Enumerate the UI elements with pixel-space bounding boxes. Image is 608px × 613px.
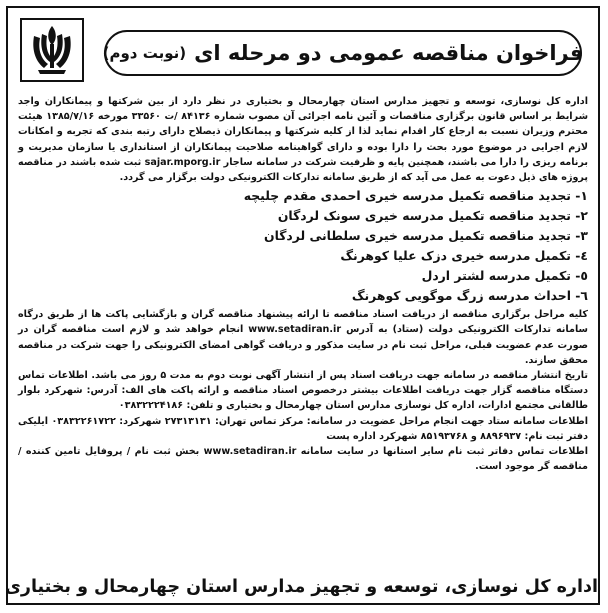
procedure-paragraph: کلیه مراحل برگزاری مناقصه از دریافت اسناد مناقصه تا ارائه پیشنهاد مناقصه گران و بازگشایی پاکت ها از طریق درگاه سامانه تدارکات الکترونیکی دولت (ستاد) به آدرس www.setadiran.ir انجام خواهد شد و لازم است مناقصه گران در صورت عدم عضویت قبلی، مراحل ثبت نام در سایت مذکور و دریافت گواهی امضای الکترونیکی را جهت شرکت در مناقصه محقق سازند. [18, 309, 588, 366]
project-item: ۳- تجدید مناقصه تکمیل مدرسه خیری سلطانی لردگان [264, 228, 588, 244]
registration-offices-paragraph: اطلاعات تماس دفاتر ثبت نام سایر استانها در سایت سامانه www.setadiran.ir بخش ثبت نام / پروفایل تامین کننده / مناقصه گر موجود است. [18, 446, 588, 473]
tender-advertisement [6, 6, 600, 605]
government-emblem-icon [20, 18, 84, 82]
project-item: ۲- تجدید مناقصه تکمیل مدرسه خیری سونک لردگان [277, 208, 588, 224]
project-item: ۱- تجدید مناقصه تکمیل مدرسه خیری احمدی مقدم چلیچه [243, 188, 588, 204]
publication-date-paragraph: تاریخ انتشار مناقصه در سامانه جهت دریافت اسناد پس از انتشار آگهی نوبت دوم به مدت ۵ روز می باشد. اطلاعات تماس دستگاه مناقصه گزار جهت دریافت اطلاعات بیشتر درخصوص اسناد مناقصه و ارائه پاکت های الف: آدرس: شهرکرد بلوار طالقانی مجتمع ادارات، اداره کل نوسازی مدارس استان چهارمحال و بختیاری و تلفن: ۰۳۸۳۲۲۲۴۱۸۶ [18, 370, 588, 412]
project-item: ٤- تکمیل مدرسه خیری دزک علیا کوهرنگ [340, 248, 588, 264]
ad-body [18, 94, 588, 474]
project-item: ٥- تکمیل مدرسه لشتر اردل [421, 268, 588, 284]
intro-paragraph: اداره کل نوسازی، توسعه و تجهیز مدارس استان چهارمحال و بختیاری در نظر دارد از بین شرکتها و پیمانکاران واجد شرایط بر اساس قانون برگزاری مناقصات و آئین نامه اجرائی آن مصوب شماره ۸۴۱۳۶ /ت ۳۳۵۶۰ مورخه ۱۳۸۵/۷/۱۶ هیئت محترم وزیران نسبت به ارجاع کار اقدام نماید لذا از کلیه شرکتها و پیمانکاران ذیصلاح دارای رتبه بندی که تجربه و امکانات لازم اجرایی در موضوع مورد بحث را دارا بوده و دارای گواهینامه صلاحیت پیمانکاران از استانداری یا سازمان مدیریت و برنامه ریزی را دارا می باشند، همچنین پایه و ظرفیت شرکت در سامانه ساجار sajar.mporg.ir ثبت شده باشند در مناقصه پروژه های ذیل دعوت به عمل می آید که از طریق سامانه تدارکات الکترونیکی دولت برگزار می گردد. [18, 96, 589, 184]
title-box [104, 30, 582, 76]
ad-title: فراخوان مناقصه عمومی دو مرحله ای [194, 41, 584, 65]
issuer-signature: اداره کل نوسازی، توسعه و تجهیز مدارس استان چهارمحال و بختیاری [4, 577, 598, 597]
ad-header [12, 12, 594, 88]
setad-contact-paragraph: اطلاعات سامانه ستاد جهت انجام مراحل عضویت در سامانه: مرکز تماس تهران: ۲۷۳۱۳۱۳۱ شهرکرد: ۰۳۸۳۲۲۶۱۷۲۲ ایلیکی دفتر ثبت نام: ۸۸۹۶۹۳۷ و ۸۵۱۹۳۷۶۸ شهرکرد اداره پست [18, 415, 588, 442]
project-list [18, 186, 588, 306]
project-item: ٦- احداث مدرسه زرگ موگویی کوهرنگ [351, 288, 588, 304]
ad-subtitle: (نوبت دوم) [102, 44, 187, 62]
